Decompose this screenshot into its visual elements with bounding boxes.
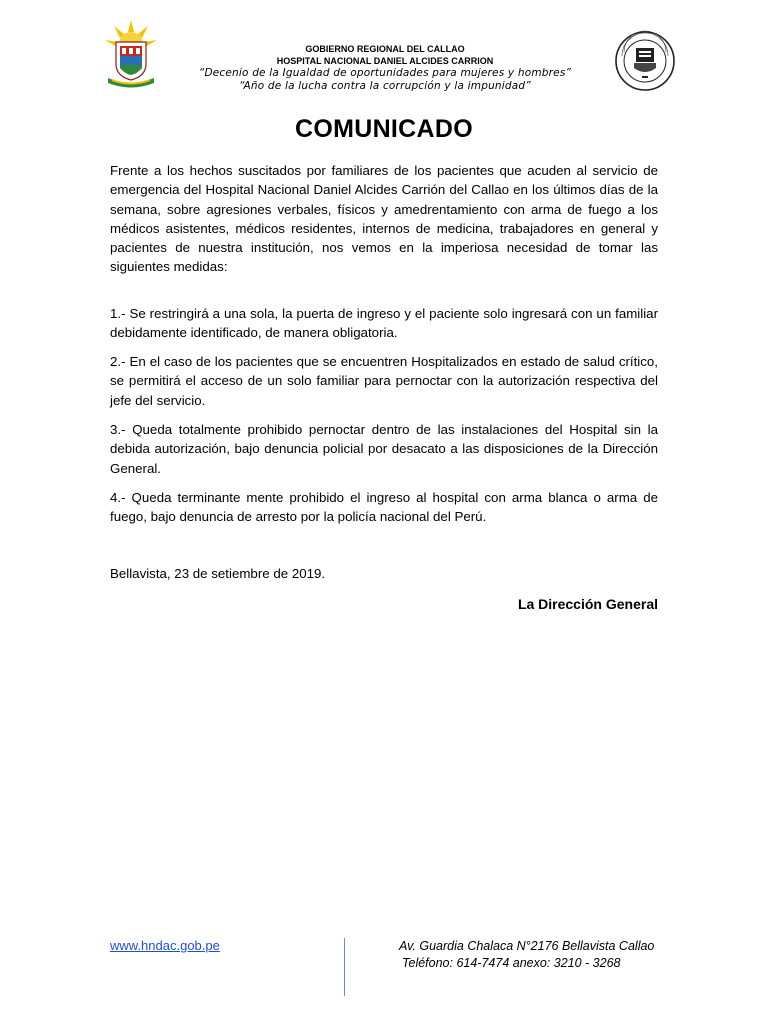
government-name: GOBIERNO REGIONAL DEL CALLAO [305,44,465,54]
year-motto: “Año de la lucha contra la corrupción y la impunidad” [239,80,531,92]
signature-block: La Dirección General [517,596,658,612]
measure-item-2: 2.- En el caso de los pacientes que se encuentren Hospitalizados en estado de salud crítico, se permitirá el acceso de un solo familiar para pernoctar con la autorización respectiva del jefe del servicio. [110,354,658,408]
gobierno-regional-callao-crest-logo [104,20,158,88]
letterhead [170,43,600,93]
intro-paragraph: Frente a los hechos suscitados por familiares de los pacientes que acuden al servicio de emergencia del Hospital Nacional Daniel Alcides Carrión del Callao en los últimos días de la semana, sobre agresiones verbales, físicos y amedrentamiento con arma de fuego a los médicos asistentes, médicos residentes, internos de medicina, trabajadores en general y pacientes de nuestra institución, nos vemos en la imperiosa necesidad de tomar las siguientes medidas: [110,163,658,275]
issue-date: Bellavista, 23 de setiembre de 2019. [110,566,326,581]
document-title: COMUNICADO [295,115,473,143]
footer-address: Av. Guardia Chalaca N°2176 Bellavista Callao [399,939,655,953]
measure-item-3: 3.- Queda totalmente prohibido pernoctar dentro de las instalaciones del Hospital sin la debida autorización, bajo denuncia policial por desacato a las disposiciones de la Dirección General. [110,422,658,476]
footer-phone: Teléfono: 614-7474 anexo: 3210 - 3268 [402,956,621,970]
measure-item-4: 4.- Queda terminante mente prohibido el ingreso al hospital con arma blanca o arma de fuego, bajo denuncia de arresto por la policía nacional del Perú. [110,490,658,525]
footer-divider [344,938,345,996]
website-link[interactable]: www.hndac.gob.pe [110,938,220,953]
decade-motto: “Decenio de la Igualdad de oportunidades para mujeres y hombres” [198,67,572,79]
hospital-carrion-seal-logo [614,30,676,92]
hospital-name: HOSPITAL NACIONAL DANIEL ALCIDES CARRION [276,56,494,66]
measure-item-1: 1.- Se restringirá a una sola, la puerta de ingreso y el paciente solo ingresará con un familiar debidamente identificado, de manera obligatoria. [110,306,658,341]
